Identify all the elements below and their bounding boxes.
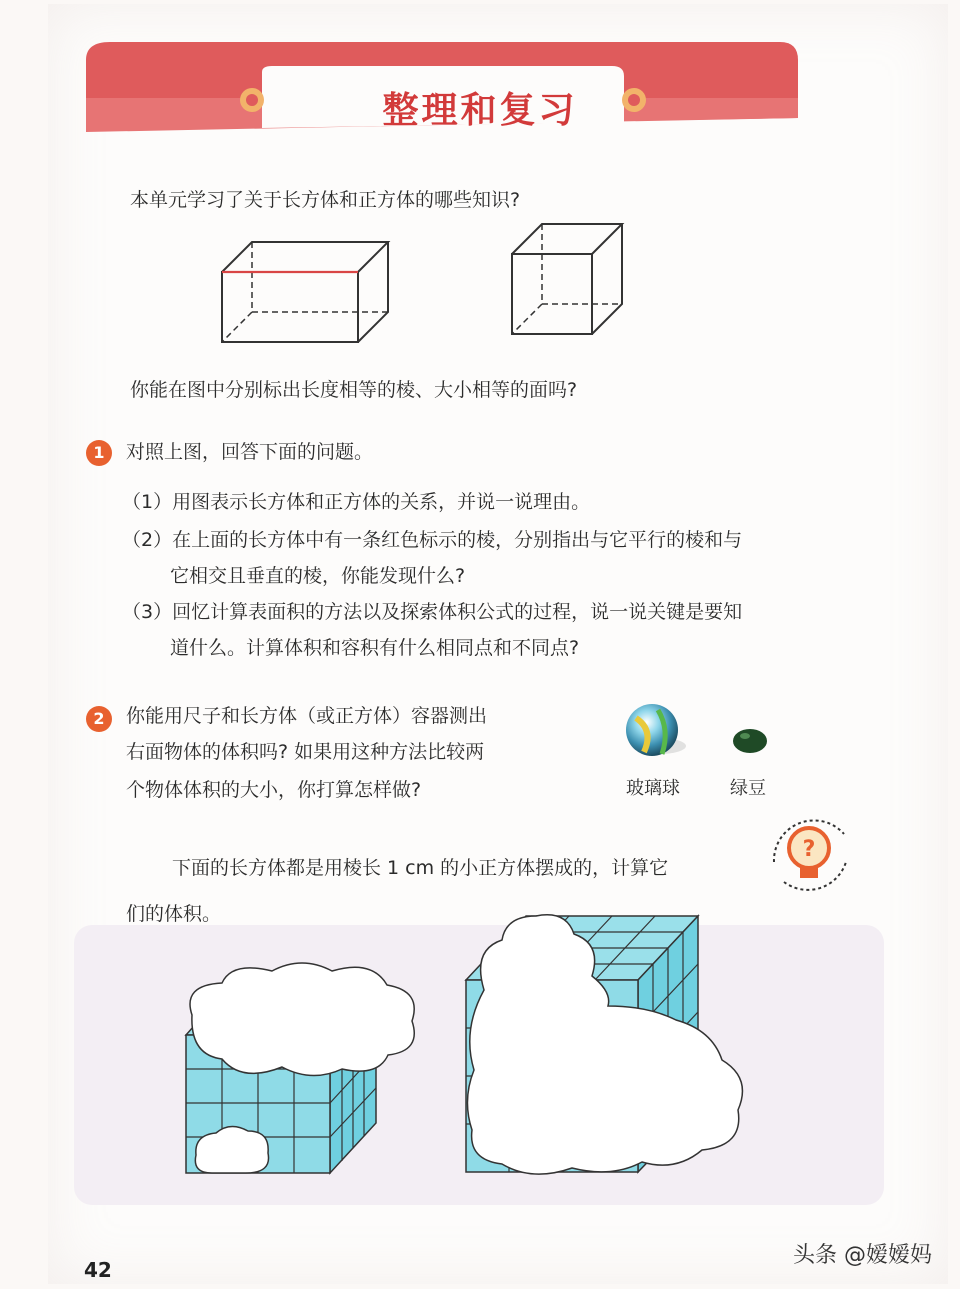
page-number: 42 [84, 1258, 112, 1282]
glass-marble-icon [618, 700, 688, 764]
question-2-line1: 你能用尺子和长方体（或正方体）容器测出 [126, 705, 488, 727]
label-question: 你能在图中分别标出长度相等的棱、大小相等的面吗? [130, 379, 578, 401]
page-title: 整理和复习 [382, 89, 578, 131]
task-line1: 下面的长方体都是用棱长 1 cm 的小正方体摆成的，计算它 [172, 857, 669, 879]
q1-item-3-line1: （3）回忆计算表面积的方法以及探索体积公式的过程，说一说关键是要知 [122, 601, 743, 623]
bean-label: 绿豆 [730, 778, 766, 799]
q1-item-3-line2: 道什么。计算体积和容积有什么相同点和不同点? [170, 637, 580, 659]
intro-question: 本单元学习了关于长方体和正方体的哪些知识? [130, 189, 521, 211]
marble-label: 玻璃球 [626, 778, 680, 799]
question-2-line2: 右面物体的体积吗? 如果用这种方法比较两 [126, 741, 485, 763]
mung-bean-icon [730, 726, 770, 756]
question-lightbulb-icon [764, 812, 854, 892]
cube-stack-right [462, 910, 752, 1180]
task-line2: 们的体积。 [126, 903, 222, 925]
question-1-badge: 1 [86, 440, 112, 466]
q1-item-1: （1）用图表示长方体和正方体的关系，并说一说理由。 [122, 491, 591, 513]
svg-text:?: ? [802, 837, 816, 862]
question-2-badge: 2 [86, 706, 112, 732]
q1-item-2-line1: （2）在上面的长方体中有一条红色标示的棱，分别指出与它平行的棱和与 [122, 529, 743, 551]
question-2-line3: 个物体体积的大小，你打算怎样做? [126, 779, 422, 801]
section-banner [0, 0, 960, 160]
watermark: 头条 @嫒嫒妈 [793, 1243, 932, 1268]
q1-item-2-line2: 它相交且垂直的棱，你能发现什么? [170, 565, 466, 587]
question-1-text: 对照上图，回答下面的问题。 [126, 441, 374, 463]
cuboid-figure [218, 238, 398, 348]
cube-figure [508, 220, 628, 340]
cube-stack-left [182, 955, 462, 1175]
